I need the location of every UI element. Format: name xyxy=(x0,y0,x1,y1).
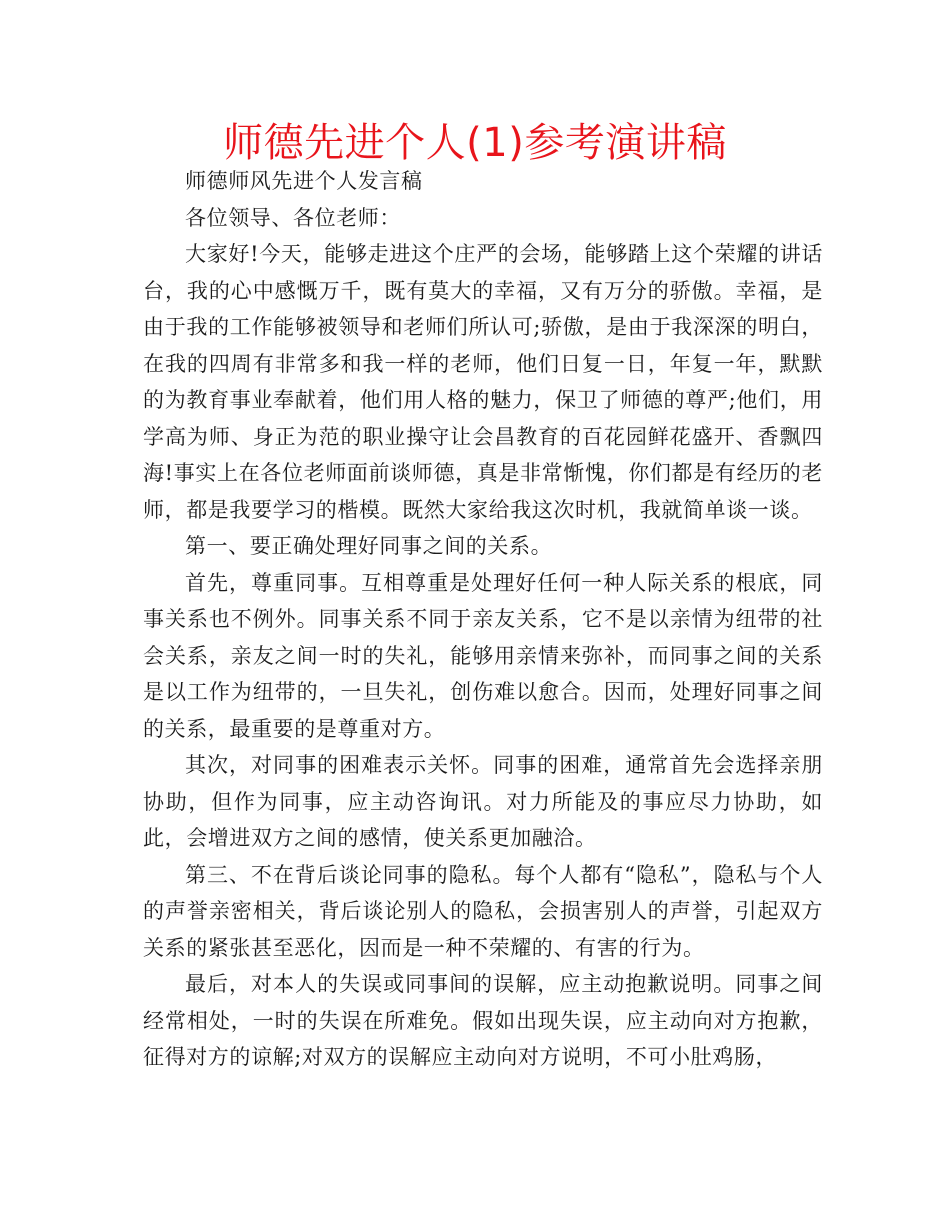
body-paragraph: 其次，对同事的困难表示关怀。同事的困难，通常首先会选择亲朋协助，但作为同事，应主动咨询讯。对力所能及的事应尽力协助，如此，会增进双方之间的感情，使关系更加融洽。 xyxy=(143,753,823,850)
body-paragraph: 大家好!今天，能够走进这个庄严的会场，能够踏上这个荣耀的讲话台，我的心中感慨万千，既有莫大的幸福，又有万分的骄傲。幸福，是由于我的工作能够被领导和老师们所认可;骄傲，是由于我深深的明白，在我的四周有非常多和我一样的老师，他们日复一日，年复一年，默默的为教育事业奉献着，他们用人格的魅力，保卫了师德的尊严;他们，用学高为师、身正为范的职业操守让会昌教育的百花园鲜花盛开、香飘四海!事实上在各位老师面前谈师德，真是非常惭愧，你们都是有经历的老师，都是我要学习的楷模。既然大家给我这次时机，我就简单谈一谈。 xyxy=(143,242,823,522)
body-paragraph: 首先，尊重同事。互相尊重是处理好任何一种人际关系的根底，同事关系也不例外。同事关系不同于亲友关系，它不是以亲情为纽带的社会关系，亲友之间一时的失礼，能够用亲情来弥补，而同事之间的关系是以工作为纽带的，一旦失礼，创伤难以愈合。因而，处理好同事之间的关系，最重要的是尊重对方。 xyxy=(143,570,823,741)
salutation-paragraph: 各位领导、各位老师： xyxy=(185,205,401,230)
body-paragraph: 第三、不在背后谈论同事的隐私。每个人都有“隐私”，隐私与个人的声誉亲密相关，背后谈论别人的隐私，会损害别人的声誉，引起双方关系的紧张甚至恶化，因而是一种不荣耀的、有害的行为。 xyxy=(143,862,823,960)
document-body xyxy=(143,163,823,1076)
subtitle-paragraph: 师德师风先进个人发言稿 xyxy=(185,169,423,193)
body-paragraph: 最后，对本人的失误或同事间的误解，应主动抱歉说明。同事之间经常相处，一时的失误在所难免。假如出现失误，应主动向对方抱歉，征得对方的谅解;对双方的误解应主动向对方说明，不可小肚鸡肠， xyxy=(143,972,823,1069)
section-heading-paragraph: 第一、要正确处理好同事之间的关系。 xyxy=(185,534,553,558)
document-title: 师德先进个人(1)参考演讲稿 xyxy=(223,120,727,166)
